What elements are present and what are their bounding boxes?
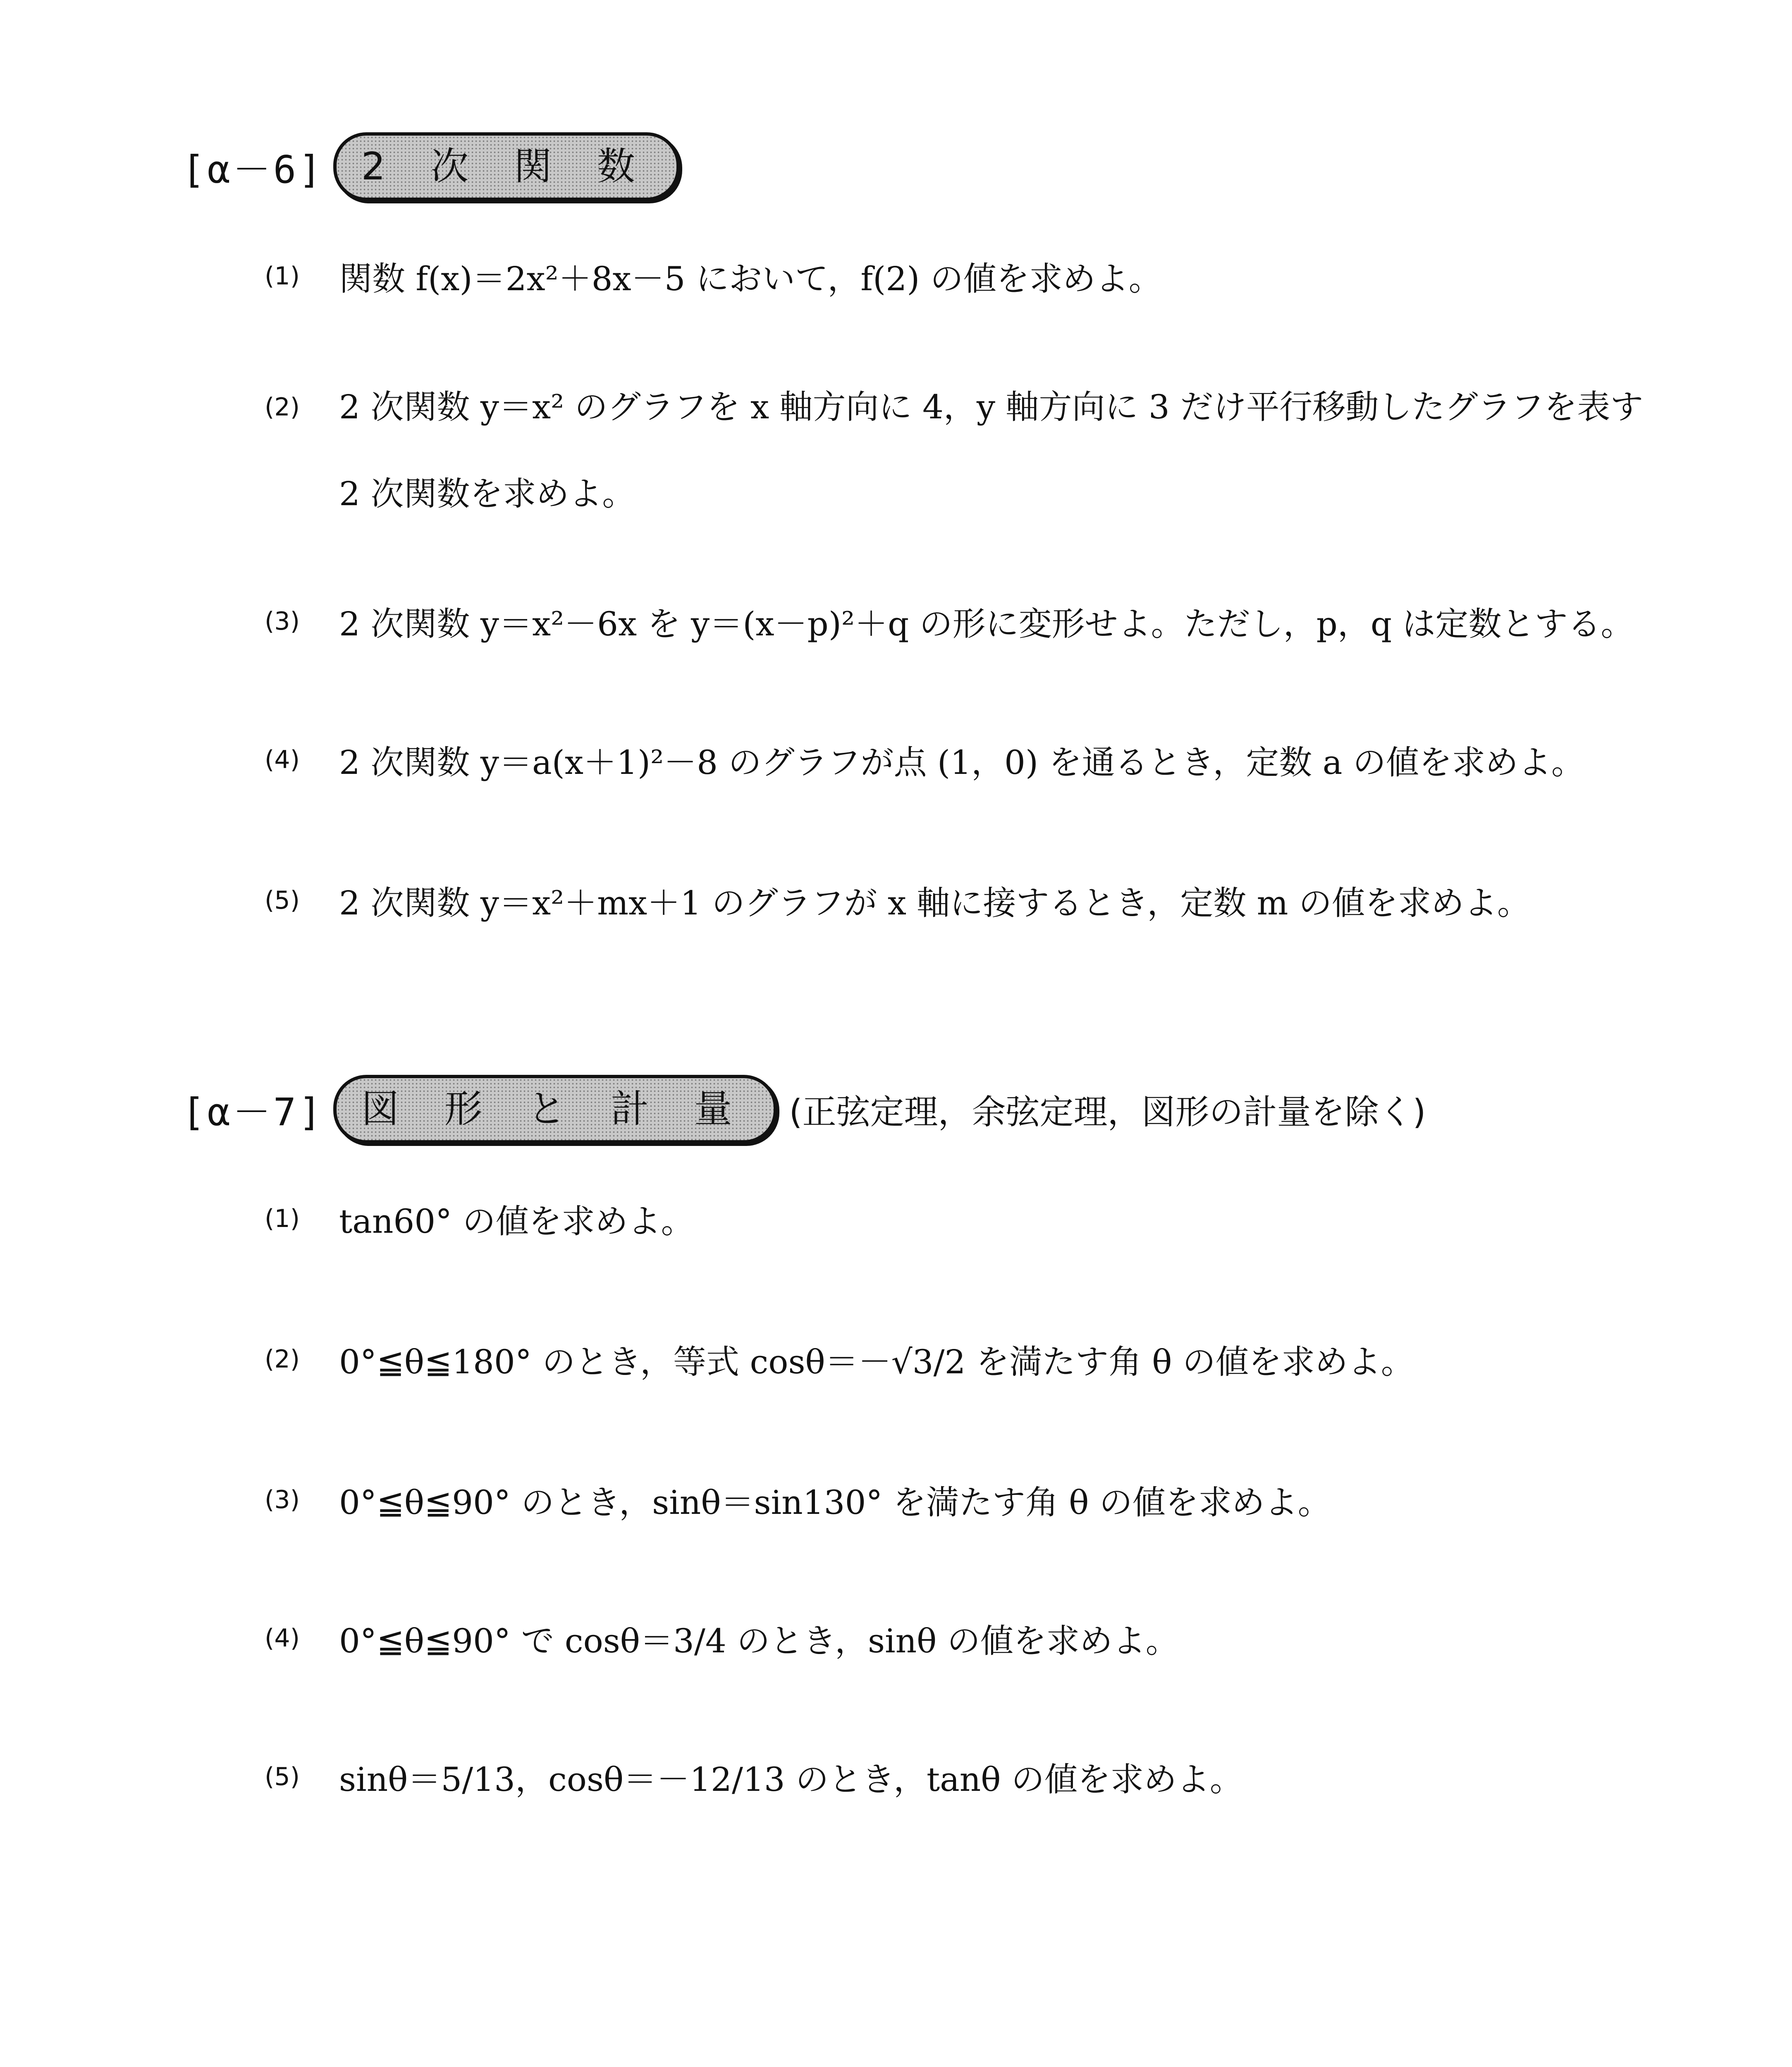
problem-item xyxy=(265,736,1584,783)
problem-number: (4) xyxy=(265,745,300,774)
problem-number: (5) xyxy=(265,886,300,915)
problem-text: 2 次関数 y＝x²－6x を y＝(x－p)²＋q の形に変形せよ。ただし，p，q は定数とする。 xyxy=(339,605,1634,643)
problem-number: (3) xyxy=(265,606,300,636)
problem-number: (5) xyxy=(265,1762,300,1791)
problem-text: 0°≦θ≦90° のとき，sinθ＝sin130° を満たす角 θ の値を求めよ。 xyxy=(339,1483,1331,1522)
section-heading-quadratic xyxy=(182,132,680,201)
section-heading-trigonometry xyxy=(182,1075,1426,1143)
problem-text: tan60° の値を求めよ。 xyxy=(339,1202,694,1241)
problem-text: 2 次関数 y＝x²＋mx＋1 のグラフが x 軸に接するとき，定数 m の値を求めよ。 xyxy=(339,884,1530,922)
section-title-badge: 図 形 と 計 量 xyxy=(333,1075,777,1143)
section-number: [α－6] xyxy=(182,148,324,192)
problem-text: 関数 f(x)＝2x²＋8x－5 において，f(2) の値を求めよ。 xyxy=(339,260,1162,298)
problem-number: (3) xyxy=(265,1485,300,1514)
problem-item xyxy=(265,1335,1414,1383)
problem-item xyxy=(265,876,1530,924)
problem-number: (1) xyxy=(265,261,300,291)
problem-number: (4) xyxy=(265,1623,300,1653)
section-note: (正弦定理，余弦定理，図形の計量を除く) xyxy=(789,1092,1426,1132)
section-title-badge: 2 次 関 数 xyxy=(333,132,680,201)
problem-text: 2 次関数 y＝a(x＋1)²－8 のグラフが点 (1，0) を通るとき，定数 a の値を求めよ。 xyxy=(339,743,1584,782)
problem-item xyxy=(265,1753,1243,1800)
problem-text: sinθ＝5/13，cosθ＝－12/13 のとき，tanθ の値を求めよ。 xyxy=(339,1760,1243,1799)
problem-item xyxy=(265,364,1650,537)
problem-item xyxy=(265,252,1162,300)
problem-item xyxy=(265,1195,694,1242)
problem-text: 2 次関数 y＝x² のグラフを x 軸方向に 4，y 軸方向に 3 だけ平行移動したグラフを表す 2 次関数を求めよ。 xyxy=(339,388,1644,513)
section-number: [α－7] xyxy=(182,1090,324,1134)
problem-text: 0°≦θ≦180° のとき，等式 cosθ＝－√3/2 を満たす角 θ の値を求めよ。 xyxy=(339,1343,1414,1381)
problem-item xyxy=(265,1476,1331,1523)
problem-number: (2) xyxy=(265,1344,300,1374)
problem-text: 0°≦θ≦90° で cosθ＝3/4 のとき，sinθ の値を求めよ。 xyxy=(339,1622,1179,1660)
problem-number: (2) xyxy=(265,393,300,422)
problem-item xyxy=(265,1614,1179,1662)
problem-item xyxy=(265,597,1634,645)
problem-number: (1) xyxy=(265,1204,300,1233)
